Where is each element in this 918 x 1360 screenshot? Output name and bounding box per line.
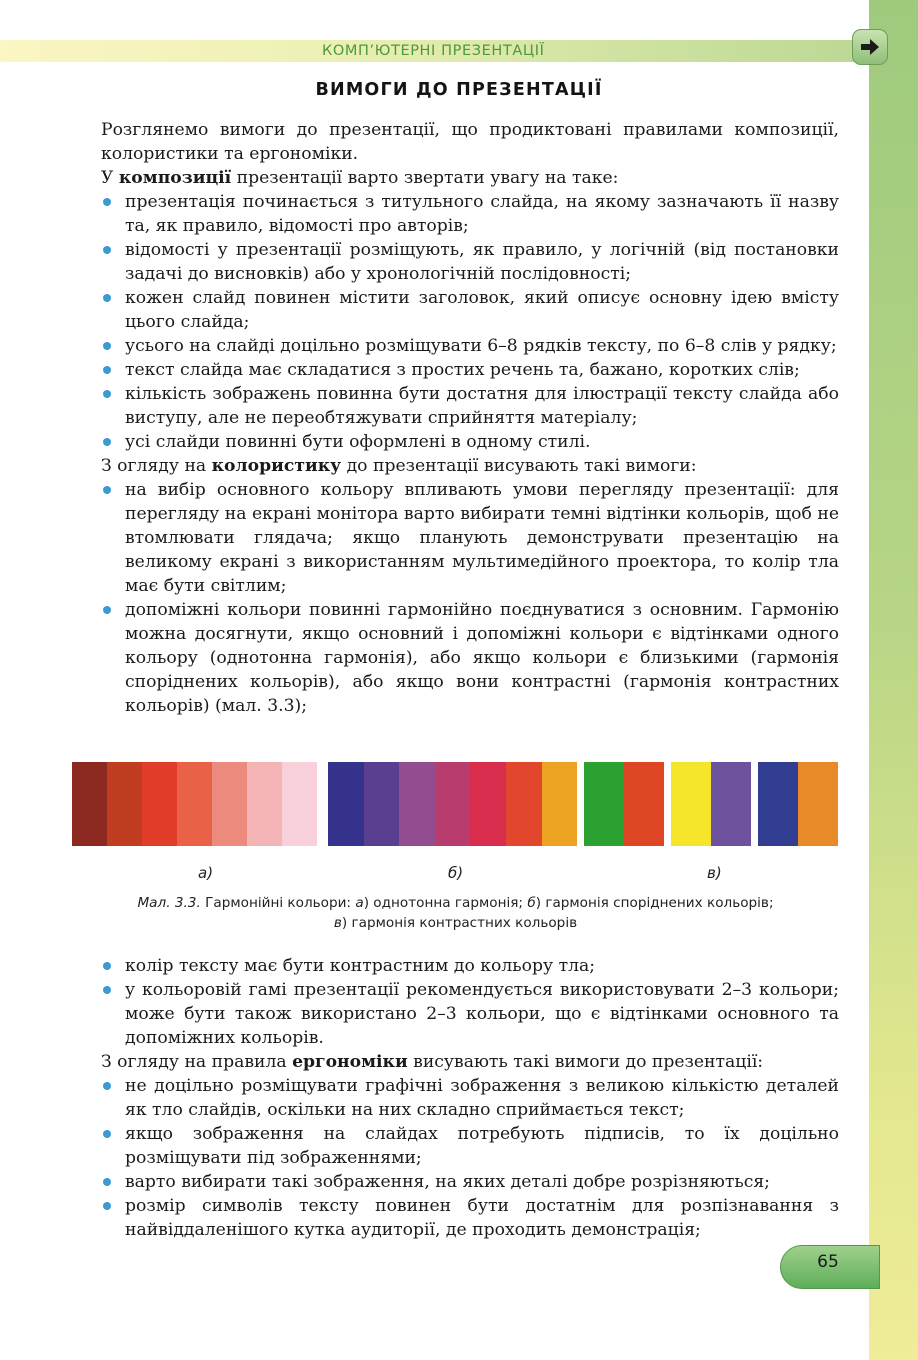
color-harmony-figure — [72, 762, 839, 846]
color-swatch — [247, 762, 282, 846]
list-item — [101, 1194, 839, 1242]
list-item-text: варто вибирати такі зображення, на яких деталі добре розрізняються; — [125, 1172, 770, 1192]
body-text-bottom — [101, 954, 839, 1242]
color-swatch — [584, 762, 624, 846]
list-item — [101, 478, 839, 598]
bullet-icon — [103, 342, 111, 350]
list-item — [101, 978, 839, 1050]
bullet-icon — [103, 246, 111, 254]
list-item-text: усього на слайді доцільно розміщувати 6–8 рядків тексту, по 6–8 слів у рядку; — [125, 336, 837, 356]
color-swatch — [399, 762, 435, 846]
color-swatch — [72, 762, 107, 846]
list-item-text: у кольоровій гамі презентації рекомендується використовувати 2–3 кольори; може бути також використано 2–3 кольори, що є відтінками основного та допоміжних кольорів. — [125, 980, 839, 1048]
lead-text: З огляду на — [101, 456, 212, 476]
color-swatch — [107, 762, 142, 846]
lead-bold: композиції — [118, 168, 232, 188]
figure-caption — [72, 893, 839, 933]
color-swatch — [282, 762, 317, 846]
figure-label-c: в) — [707, 864, 722, 882]
next-page-button[interactable] — [852, 29, 888, 65]
lead-text: презентації варто звертати увагу на таке: — [231, 168, 619, 188]
list-item-text: усі слайди повинні бути оформлені в одному стилі. — [125, 432, 591, 452]
color-swatch — [758, 762, 798, 846]
caption-text: Гармонійні кольори: — [200, 895, 356, 911]
ergonomics-lead — [101, 1050, 839, 1074]
list-item-text: допоміжні кольори повинні гармонійно поєднуватися з основним. Гармонію можна досягнути, якщо основний і допоміжні кольори є відтінками одного кольору (однотонна гармонія), або якщо кольори є близькими (гармонія споріднених кольорів), або якщо вони контрастні (гармонія контрастних кольорів) (мал. 3.3); — [125, 600, 839, 716]
list-item — [101, 430, 839, 454]
bullet-icon — [103, 606, 111, 614]
color-swatch — [435, 762, 471, 846]
lead-text: У — [101, 168, 119, 188]
list-item — [101, 1122, 839, 1170]
page-number: 65 — [817, 1252, 839, 1272]
list-item-text: колір тексту має бути контрастним до кольору тла; — [125, 956, 596, 976]
coloristics-lead — [101, 454, 839, 478]
color-swatch — [212, 762, 247, 846]
list-item — [101, 238, 839, 286]
bullet-icon — [103, 390, 111, 398]
intro-paragraph: Розглянемо вимоги до презентації, що продиктовані правилами композиції, колористики та ергономіки. — [101, 120, 839, 164]
list-item — [101, 382, 839, 430]
bullet-icon — [103, 294, 111, 302]
list-item — [101, 954, 839, 978]
list-item-text: не доцільно розміщувати графічні зображення з великою кількістю деталей як тло слайдів, оскільки на них складно сприймається текст; — [125, 1076, 839, 1120]
lead-text: висувають такі вимоги до презентації: — [407, 1052, 764, 1072]
color-swatch — [177, 762, 212, 846]
section-title: КОМП’ЮТЕРНІ ПРЕЗЕНТАЦІЇ — [322, 43, 545, 59]
caption-letter: б — [527, 895, 536, 911]
lead-text: до презентації висувають такі вимоги: — [341, 456, 697, 476]
caption-number: Мал. 3.3. — [137, 895, 201, 911]
lead-bold: колористику — [211, 456, 342, 476]
caption-letter: в — [333, 915, 342, 931]
list-item — [101, 286, 839, 334]
list-item-text: презентація починається з титульного слайда, на якому зазначають її назву та, як правило, відомості про авторів; — [125, 192, 839, 236]
caption-letter: а — [355, 895, 364, 911]
side-decor-strip — [869, 0, 918, 1360]
composition-lead — [101, 166, 839, 190]
body-text-top — [101, 118, 839, 718]
list-item-text: якщо зображення на слайдах потребують підписів, то їх доцільно розміщувати під зображеннями; — [125, 1124, 839, 1168]
bullet-icon — [103, 438, 111, 446]
bullet-icon — [103, 962, 111, 970]
list-item — [101, 358, 839, 382]
caption-text: ) гармонія контрастних кольорів — [341, 915, 578, 931]
color-swatch — [328, 762, 364, 846]
caption-text: ) однотонна гармонія; — [363, 895, 528, 911]
figure-label-b: б) — [448, 864, 464, 882]
bullet-icon — [103, 486, 111, 494]
arrow-right-icon — [859, 37, 881, 57]
list-item — [101, 1074, 839, 1122]
lead-bold: ергономіки — [292, 1052, 408, 1072]
color-swatch — [542, 762, 578, 846]
color-swatch — [798, 762, 838, 846]
list-item-text: розмір символів тексту повинен бути достатнім для розпізнавання з найвіддаленішого кутка аудиторії, де проходить демонстрація; — [125, 1196, 839, 1240]
bullet-icon — [103, 1202, 111, 1210]
list-item-text: кількість зображень повинна бути достатня для ілюстрації тексту слайда або виступу, але не переобтяжувати сприйняття матеріалу; — [125, 384, 839, 428]
caption-text: ) гармонія споріднених кольорів; — [535, 895, 774, 911]
figure-label-a: а) — [198, 864, 214, 882]
list-item — [101, 190, 839, 238]
color-swatch — [506, 762, 542, 846]
bullet-icon — [103, 366, 111, 374]
list-item — [101, 1170, 839, 1194]
list-item — [101, 598, 839, 718]
list-item-text: відомості у презентації розміщують, як правило, у логічній (від постановки задачі до висновків) або у хронологічній послідовності; — [125, 240, 839, 284]
color-swatch — [142, 762, 177, 846]
color-swatch — [470, 762, 506, 846]
bullet-icon — [103, 986, 111, 994]
color-swatch — [671, 762, 711, 846]
color-swatch — [624, 762, 664, 846]
list-item-text: текст слайда має складатися з простих речень та, бажано, коротких слів; — [125, 360, 800, 380]
page-title: ВИМОГИ ДО ПРЕЗЕНТАЦІЇ — [315, 80, 603, 100]
bullet-icon — [103, 1178, 111, 1186]
list-item-text: кожен слайд повинен містити заголовок, який описує основну ідею вмісту цього слайда; — [125, 288, 839, 332]
list-item — [101, 334, 839, 358]
bullet-icon — [103, 198, 111, 206]
lead-text: З огляду на правила — [101, 1052, 293, 1072]
color-swatch — [711, 762, 751, 846]
bullet-icon — [103, 1130, 111, 1138]
bullet-icon — [103, 1082, 111, 1090]
list-item-text: на вибір основного кольору впливають умови перегляду презентації: для перегляду на екрані монітора варто вибирати темні відтінки кольорів, щоб не втомлювати глядача; якщо планують демонструвати презентацію на великому екрані з використанням мультимедійного проектора, то колір тла має бути світлим; — [125, 480, 839, 596]
color-swatch — [364, 762, 400, 846]
